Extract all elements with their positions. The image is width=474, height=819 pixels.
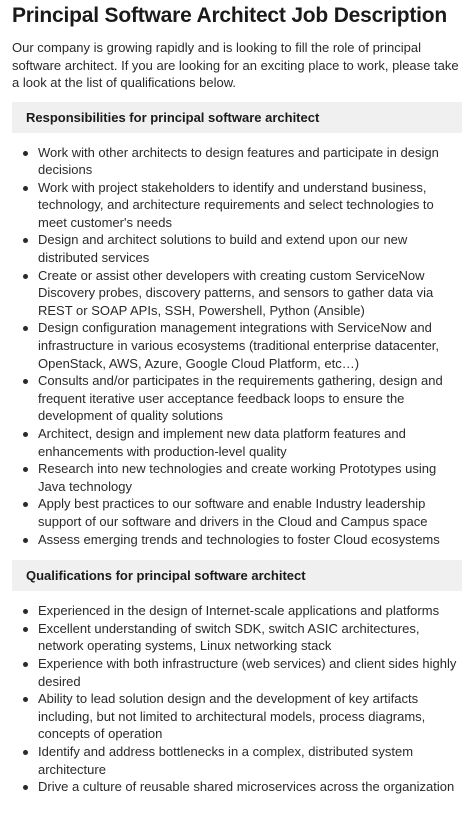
bullet-icon [23,151,28,156]
list-item [38,743,462,778]
list-item [38,655,462,690]
list-item-text: Create or assist other developers with creating custom ServiceNow Discovery probes, discovery patterns, and sensors to gather data via REST or SOAP APIs, SSH, Powershell, Python (Ansible) [38,267,434,318]
bullet-icon [23,432,28,437]
list-item [38,531,462,549]
bullet-icon [23,750,28,755]
list-item-text: Consults and/or participates in the requirements gathering, design and frequent iterative user acceptance feedback loops to ensure the development of quality solutions [38,373,443,424]
bullet-icon [23,627,28,632]
bullet-icon [23,785,28,790]
responsibilities-heading: Responsibilities for principal software architect [12,102,462,133]
list-item-text: Work with other architects to design features and participate in design decisions [38,144,439,178]
qualifications-list [12,602,462,796]
list-item-text: Design configuration management integrations with ServiceNow and infrastructure in various ecosystems (traditional enterprise datacenter, OpenStack, AWS, Azure, Google Cloud Platform, etc…) [38,320,440,371]
bullet-icon [23,662,28,667]
list-item-text: Drive a culture of reusable shared microservices across the organization [38,779,455,795]
list-item [38,231,462,266]
bullet-icon [23,538,28,543]
list-item-text: Experience with both infrastructure (web services) and client sides highly desired [38,655,457,689]
bullet-icon [23,326,28,331]
list-item [38,460,462,495]
list-item-text: Excellent understanding of switch SDK, switch ASIC architectures, network operating systems, Linux networking stack [38,620,420,654]
list-item-text: Assess emerging trends and technologies to foster Cloud ecosystems [38,531,440,547]
qualifications-heading: Qualifications for principal software architect [12,560,462,591]
bullet-icon [23,502,28,507]
page-title: Principal Software Architect Job Description [12,4,448,27]
list-item [38,372,462,425]
list-item-text: Apply best practices to our software and enable Industry leadership support of our software and drivers in the Cloud and Campus space [38,496,428,529]
intro-paragraph: Our company is growing rapidly and is looking to fill the role of principal software architect. If you are looking for an exciting place to work, please take a look at the list of qualifications below. [12,40,459,90]
list-item-text: Ability to lead solution design and the development of key artifacts including, but not limited to architectural models, process diagrams, concepts of operation [38,691,426,742]
list-item [38,144,462,179]
bullet-icon [23,186,28,191]
list-item [38,179,462,232]
list-item [38,690,462,743]
list-item-text: Experienced in the design of Internet-scale applications and platforms [38,603,440,619]
bullet-icon [23,697,28,702]
list-item [38,602,462,620]
responsibilities-list [12,144,462,549]
list-item-text: Research into new technologies and create working Prototypes using Java technology [38,461,437,494]
list-item-text: Identify and address bottlenecks in a complex, distributed system architecture [38,743,414,777]
bullet-icon [23,238,28,243]
list-item [38,425,462,460]
list-item [38,319,462,372]
list-item [38,620,462,655]
bullet-icon [23,274,28,279]
bullet-icon [23,609,28,614]
list-item-text: Design and architect solutions to build and extend upon our new distributed services [38,232,408,266]
list-item [38,778,462,796]
list-item-text: Architect, design and implement new data platform features and enhancements with production-level quality [38,426,406,459]
bullet-icon [23,379,28,384]
bullet-icon [23,467,28,472]
list-item [38,495,462,530]
list-item-text: Work with project stakeholders to identify and understand business, technology, and architecture requirements and select technologies to meet customer's needs [38,179,434,230]
list-item [38,267,462,320]
